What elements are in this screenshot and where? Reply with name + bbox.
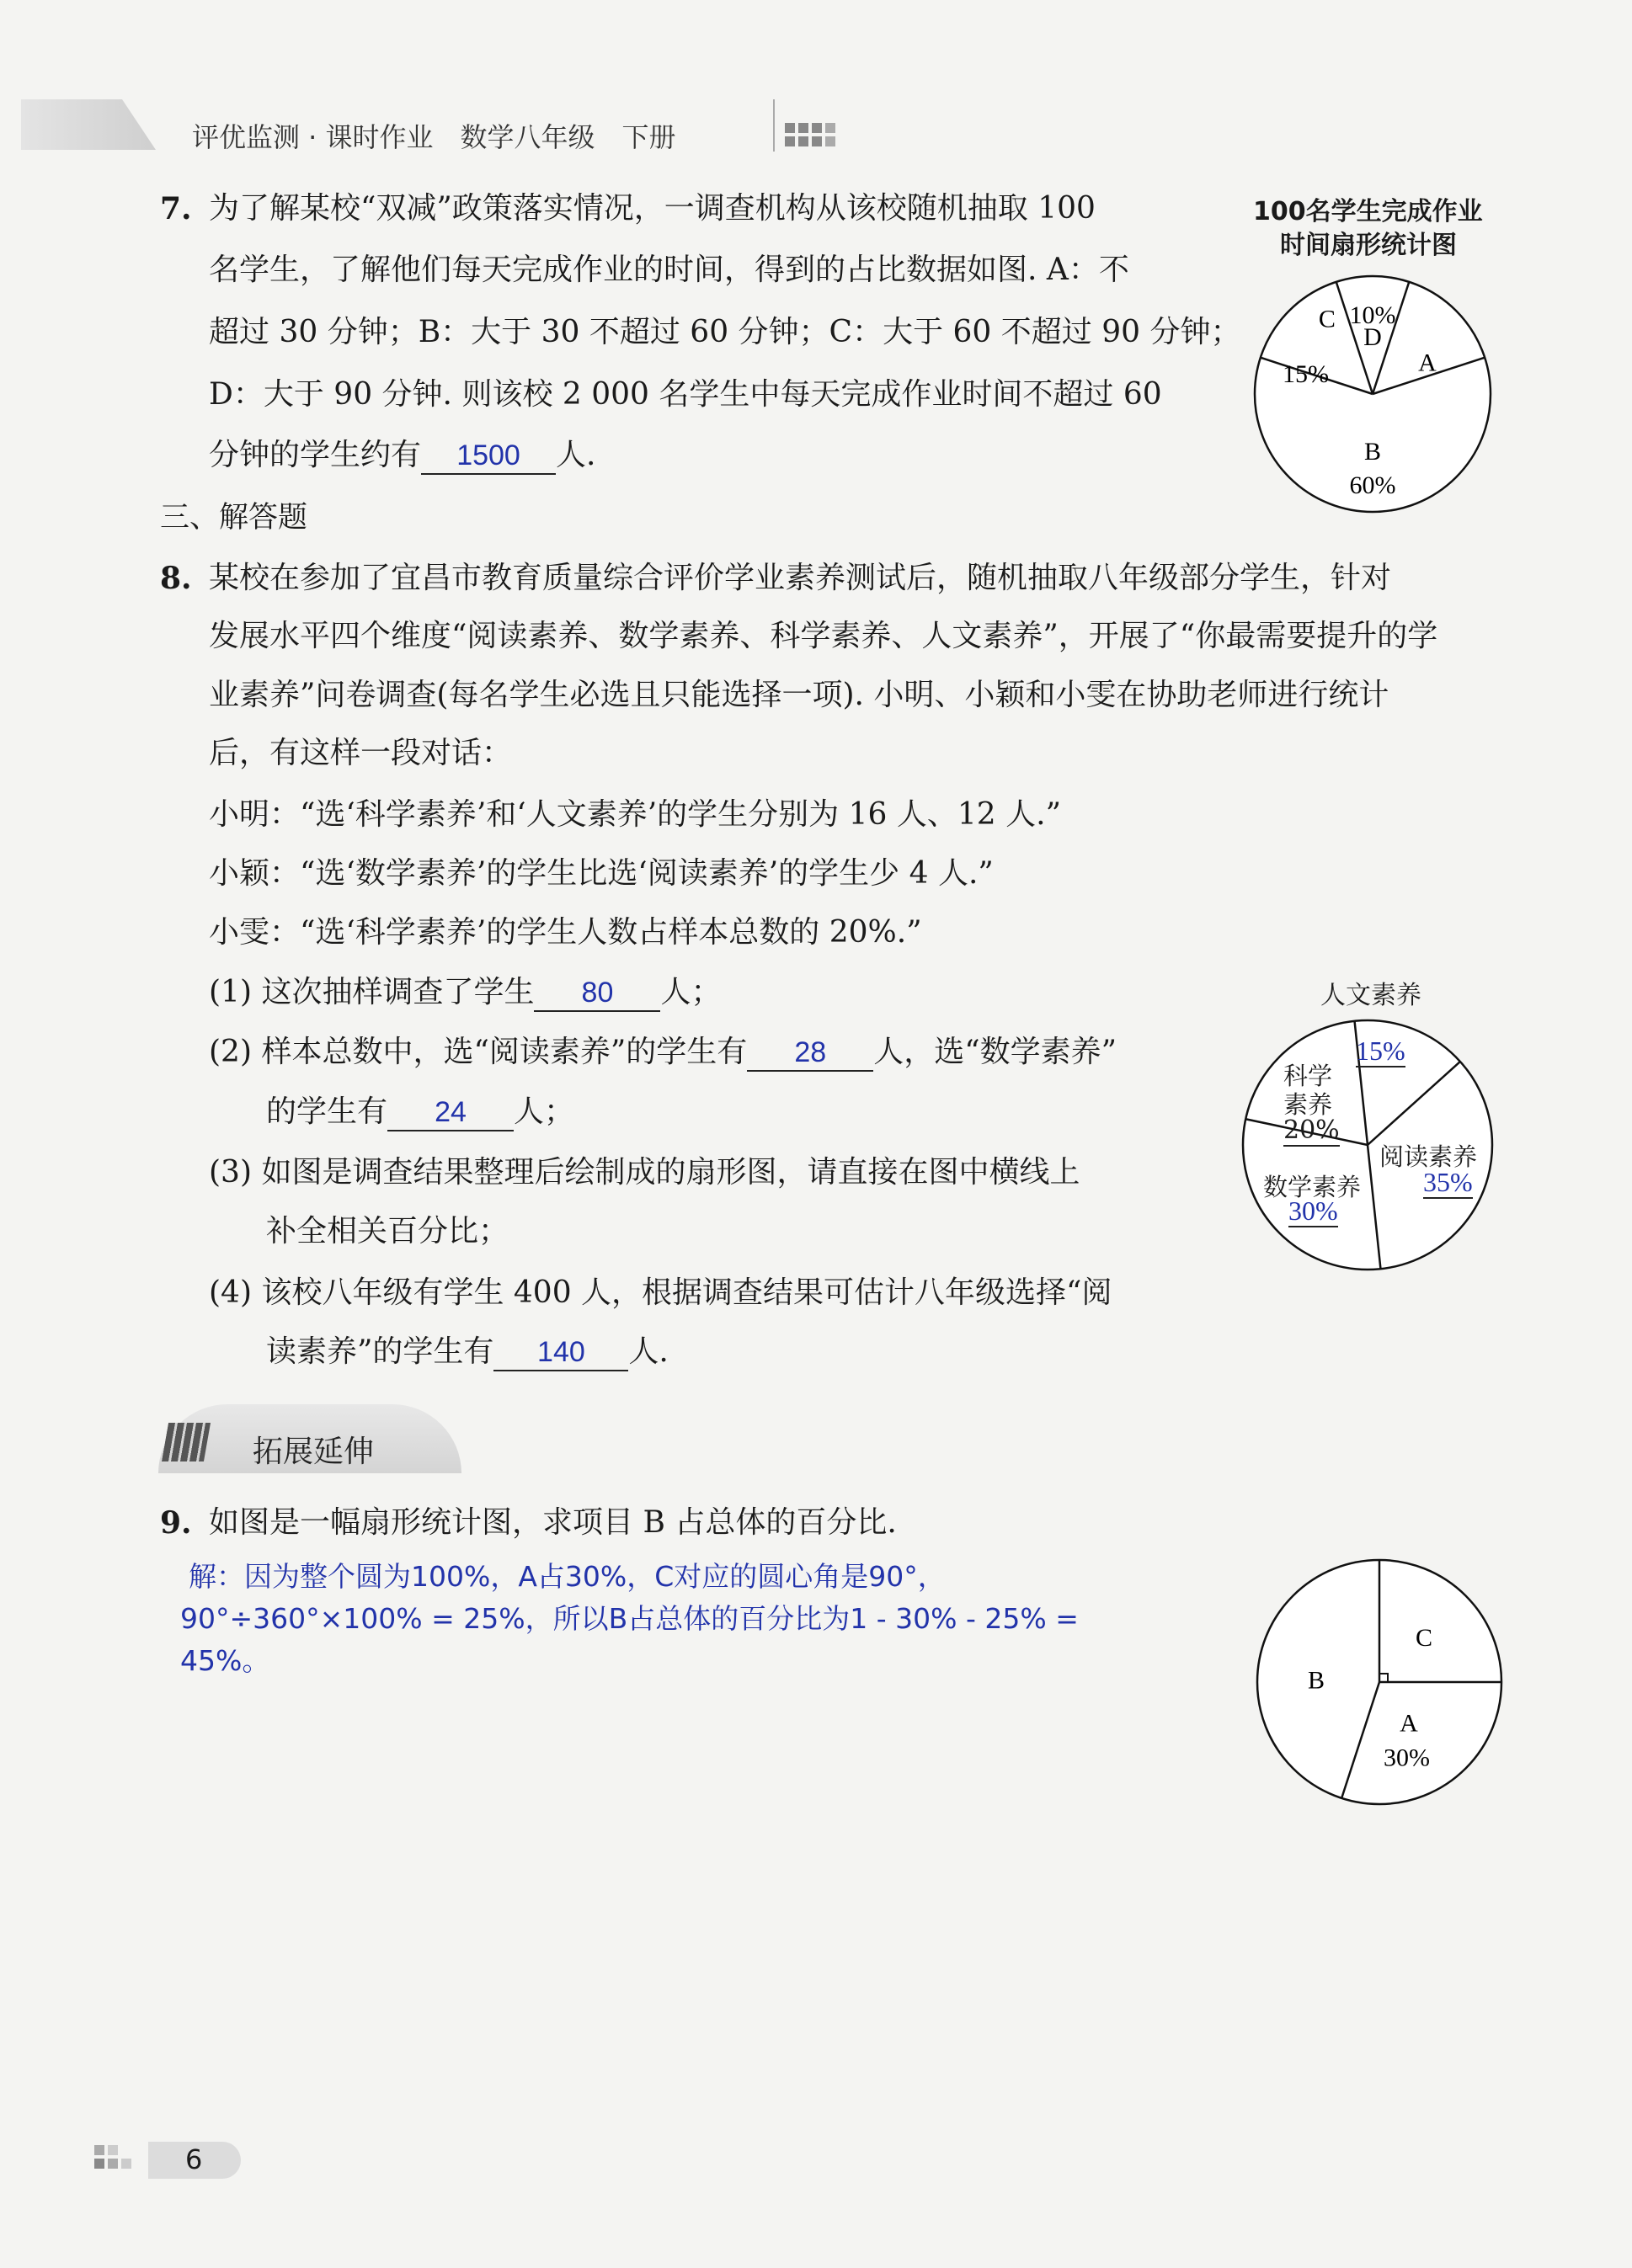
chart2-renwen-value: 15% (1356, 1036, 1405, 1066)
chart3-pie (1246, 1549, 1516, 1818)
header-divider (773, 99, 775, 152)
chart3-label-A: A (1400, 1709, 1418, 1738)
chart2-renwen-label: 人文素养 (1320, 981, 1421, 1010)
q8-p2-pre: (2) 样本总数中，选“阅读素养”的学生有 (209, 1035, 748, 1069)
chart2-shuxue-label: 数学素养 (1263, 1173, 1362, 1201)
chart1-label-D: D (1363, 323, 1382, 351)
chart2-yuedu-label: 阅读素养 (1379, 1142, 1478, 1171)
q9-number: 9. (160, 1505, 192, 1541)
chart3-label-B: B (1308, 1666, 1325, 1695)
q7-line-5-pre: 分钟的学生约有 (209, 438, 422, 472)
extension-title: 拓展延伸 (253, 1435, 375, 1469)
chart1-pie (1246, 269, 1499, 522)
q8-part1 (209, 973, 721, 1012)
q7-line-2: 名学生，了解他们每天完成作业的时间，得到的占比数据如图. A：不 (209, 253, 1129, 287)
q8-p2-answer2: 24 (387, 1093, 514, 1131)
chart1-label-A: A (1418, 349, 1437, 377)
q8-dialog-3: 小雯：“选‘科学素养’的学生人数占样本总数的 20%.” (209, 915, 922, 950)
q8-dialog-2: 小颖：“选‘数学素养’的学生比选‘阅读素养’的学生少 4 人.” (209, 856, 994, 891)
q8-p4-answer: 140 (493, 1333, 628, 1371)
chart2-kexue-label-2: 素养 (1283, 1090, 1333, 1119)
chart2-shuxue-value: 30% (1288, 1195, 1338, 1226)
q8-line-2: 发展水平四个维度“阅读素养、数学素养、科学素养、人文素养”，开展了“你最需要提升的学 (209, 619, 1438, 653)
chart2-kexue-label-1: 科学 (1283, 1062, 1333, 1090)
q8-part3-line1: (3) 如图是调查结果整理后绘制成的扇形图，请直接在图中横线上 (209, 1155, 1080, 1190)
header-decoration (21, 99, 156, 150)
extension-icon (162, 1423, 211, 1461)
chart1-label-B: B (1363, 438, 1382, 466)
q8-p4-post: 人. (628, 1334, 669, 1369)
q9-solution-3: 45%。 (180, 1644, 270, 1677)
q8-part3-line2: 补全相关百分比； (266, 1214, 509, 1248)
chart1-title-line1: 100名学生完成作业 (1253, 197, 1483, 226)
q8-p1-post: 人； (660, 975, 722, 1009)
chart1-value-C: 15% (1283, 359, 1330, 388)
q8-p2-mid: 人，选“数学素养” (873, 1035, 1117, 1069)
q9-text: 如图是一幅扇形统计图，求项目 B 占总体的百分比. (209, 1505, 897, 1540)
q8-p2-post: 人； (514, 1094, 575, 1129)
q8-part4-line2 (266, 1333, 669, 1371)
chart2-kexue-value: 20% (1283, 1115, 1340, 1145)
q8-p1-answer: 80 (534, 973, 660, 1012)
q8-number: 8. (160, 561, 192, 596)
q8-part4-line1: (4) 该校八年级有学生 400 人，根据调查结果可估计八年级选择“阅 (209, 1275, 1112, 1310)
chart1-label-C: C (1318, 305, 1336, 333)
q7-line-1: 为了解某校“双减”政策落实情况，一调查机构从该校随机抽取 100 (209, 191, 1096, 226)
q8-line-3: 业素养”问卷调查(每名学生必选且只能选择一项). 小明、小颖和小雯在协助老师进行统计 (209, 678, 1389, 712)
q7-answer: 1500 (421, 436, 556, 475)
q8-dialog-1: 小明：“选‘科学素养’和‘人文素养’的学生分别为 16 人、12 人.” (209, 797, 1061, 832)
q8-part2-line1 (209, 1033, 1117, 1072)
chart1-value-B: 60% (1349, 471, 1396, 499)
q8-p2-answer1: 28 (747, 1033, 873, 1072)
q7-line-5-post: 人. (556, 438, 596, 472)
q7-number: 7. (160, 191, 192, 226)
q8-part2-line2 (266, 1093, 574, 1131)
q9-solution-2: 90°÷360°×100% = 25%，所以B占总体的百分比为1 - 30% - 25% = (180, 1602, 1079, 1635)
q7-line-5 (209, 436, 595, 475)
chart3-value-A: 30% (1383, 1744, 1430, 1772)
chart1-value-D: 10% (1349, 301, 1396, 329)
q8-line-4: 后，有这样一段对话： (209, 736, 513, 770)
chart3-label-C: C (1416, 1623, 1433, 1652)
q7-line-4: D：大于 90 分钟. 则该校 2 000 名学生中每天完成作业时间不超过 60 (209, 377, 1162, 412)
q8-p2-pre2: 的学生有 (266, 1094, 388, 1129)
q8-p4-pre: 读素养”的学生有 (266, 1334, 494, 1369)
page-number: 6 (185, 2143, 203, 2175)
q8-p1-pre: (1) 这次抽样调查了学生 (209, 975, 535, 1009)
header-title: 评优监测 · 课时作业 数学八年级 下册 (192, 121, 676, 153)
q8-line-1: 某校在参加了宜昌市教育质量综合评价学业素养测试后，随机抽取八年级部分学生，针对 (209, 561, 1392, 595)
section3-title: 三、解答题 (160, 501, 308, 535)
q7-line-3: 超过 30 分钟；B：大于 30 不超过 60 分钟；C：大于 60 不超过 90 分钟； (209, 315, 1241, 349)
q9-solution-1: 解：因为整个圆为100%，A占30%，C对应的圆心角是90°， (189, 1560, 946, 1593)
chart1-title-line2: 时间扇形统计图 (1280, 231, 1457, 260)
chart2-yuedu-value: 35% (1423, 1167, 1473, 1197)
